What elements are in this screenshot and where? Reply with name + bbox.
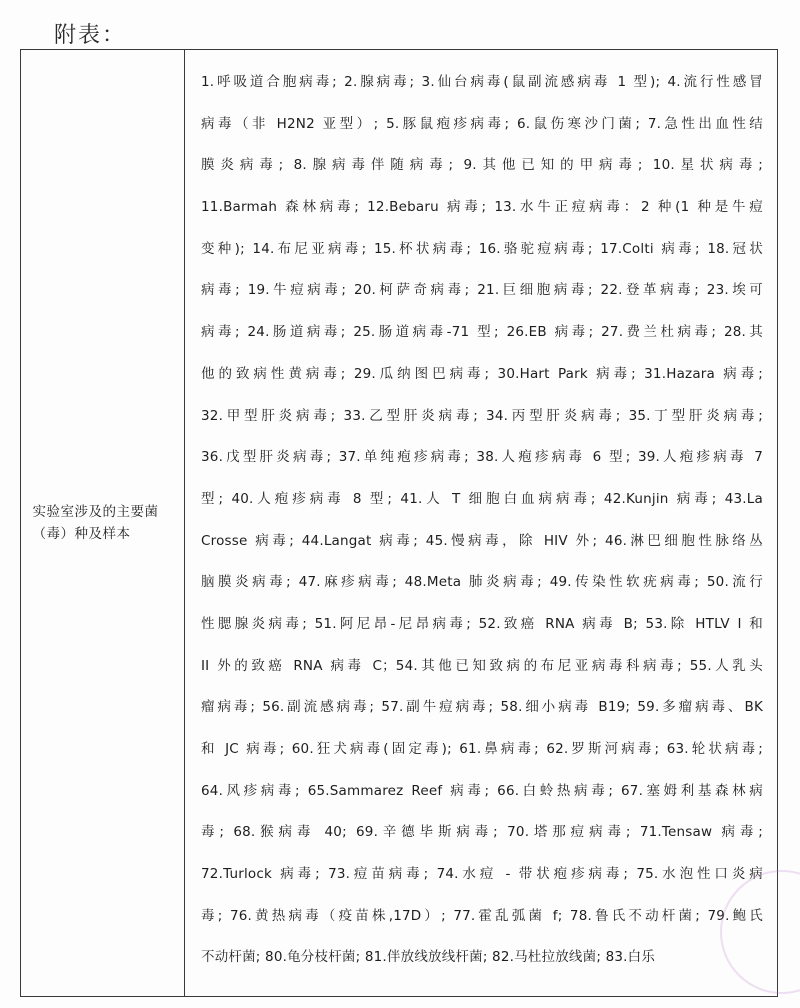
label-cell [21,50,185,996]
content-line: 11.Barmah 森林病毒; 12.Bebaru 病毒; 13.水牛正痘病毒：2 种(1 种是牛痘 [201,199,763,216]
content-line: 36.戊型肝炎病毒; 37.单纯疱疹病毒; 38.人疱疹病毒 6 型; 39.人疱疹病毒 7 [201,449,763,466]
page-heading: 附表： [54,23,127,48]
content-line: 瘤病毒; 56.副流感病毒; 57.副牛痘病毒; 58.细小病毒 B19; 59.多瘤病毒、BK [201,699,763,716]
content-line: 变种); 14.布尼亚病毒; 15.杯状病毒; 16.骆驼痘病毒; 17.Colti 病毒; 18.冠状 [201,240,763,257]
content-cell [185,50,777,996]
table-row [21,50,777,996]
content-line: 病毒; 19.牛痘病毒; 20.柯萨奇病毒; 21.巨细胞病毒; 22.登革病毒; 23.埃可 [201,282,763,299]
content-line: 和 JC 病毒; 60.狂犬病毒(固定毒); 61.鼻病毒; 62.罗斯河病毒; 63.轮状病毒; [201,741,763,757]
content-line: 病毒（非 H2N2 亚型）; 5.豚鼠疱疹病毒; 6.鼠伤寒沙门菌; 7.急性出血性结 [201,115,763,132]
content-line: 性腮腺炎病毒; 51.阿尼昂-尼昂病毒; 52.致癌 RNA 病毒 B; 53.除 HTLV I 和 [201,615,763,632]
content-line: 72.Turlock 病毒; 73.痘苗病毒; 74.水痘 - 带状疱疹病毒; 75.水泡性口炎病 [201,866,763,883]
label-text: 实验室涉及的主要菌（毒）种及样本 [32,504,159,542]
content-line: Crosse 病毒; 44.Langat 病毒; 45.慢病毒，除 HIV 外; 46.淋巴细胞性脉络丛 [201,532,763,549]
content-line: 毒; 68.猴病毒 40; 69.辛德毕斯病毒; 70.塔那痘病毒; 71.Tensaw 病毒; [201,824,763,841]
content-line: II 外的致癌 RNA 病毒 C；54.其他已知致病的布尼亚病毒科病毒; 55.人乳头 [201,657,763,674]
appendix-table [20,49,778,997]
content-line: 不动杆菌; 80.龟分枝杆菌; 81.伴放线放线杆菌; 82.马杜拉放线菌; 83.白乐 [201,949,656,966]
content-line: 64.风疹病毒; 65.Sammarez Reef 病毒; 66.白蛉热病毒; 67.塞姆利基森林病 [201,782,763,799]
content-line: 脑膜炎病毒; 47.麻疹病毒; 48.Meta 肺炎病毒; 49.传染性软疣病毒; 50.流行 [201,574,763,591]
content-line: 1.呼吸道合胞病毒; 2.腺病毒; 3.仙台病毒(鼠副流感病毒 1 型); 4.流行性感冒 [201,74,763,90]
content-line: 32.甲型肝炎病毒; 33.乙型肝炎病毒; 34.丙型肝炎病毒; 35.丁型肝炎病毒; [201,407,763,424]
content-line: 病毒; 24.肠道病毒; 25.肠道病毒-71 型; 26.EB 病毒; 27.费兰杜病毒; 28.其 [201,324,763,341]
content-line: 他的致病性黄病毒; 29.瓜纳图巴病毒; 30.Hart Park 病毒; 31.Hazara 病毒; [201,365,763,382]
content-line: 毒; 76.黄热病毒（疫苗株,17D）; 77.霍乱弧菌 f; 78.鲁氏不动杆菌; 79.鲍氏 [201,907,763,924]
content-line: 膜炎病毒; 8.腺病毒伴随病毒; 9.其他已知的甲病毒; 10.星状病毒; [201,157,763,174]
content-line: 型; 40.人疱疹病毒 8 型; 41.人 T 细胞白血病病毒; 42.Kunjin 病毒; 43.La [201,490,763,507]
